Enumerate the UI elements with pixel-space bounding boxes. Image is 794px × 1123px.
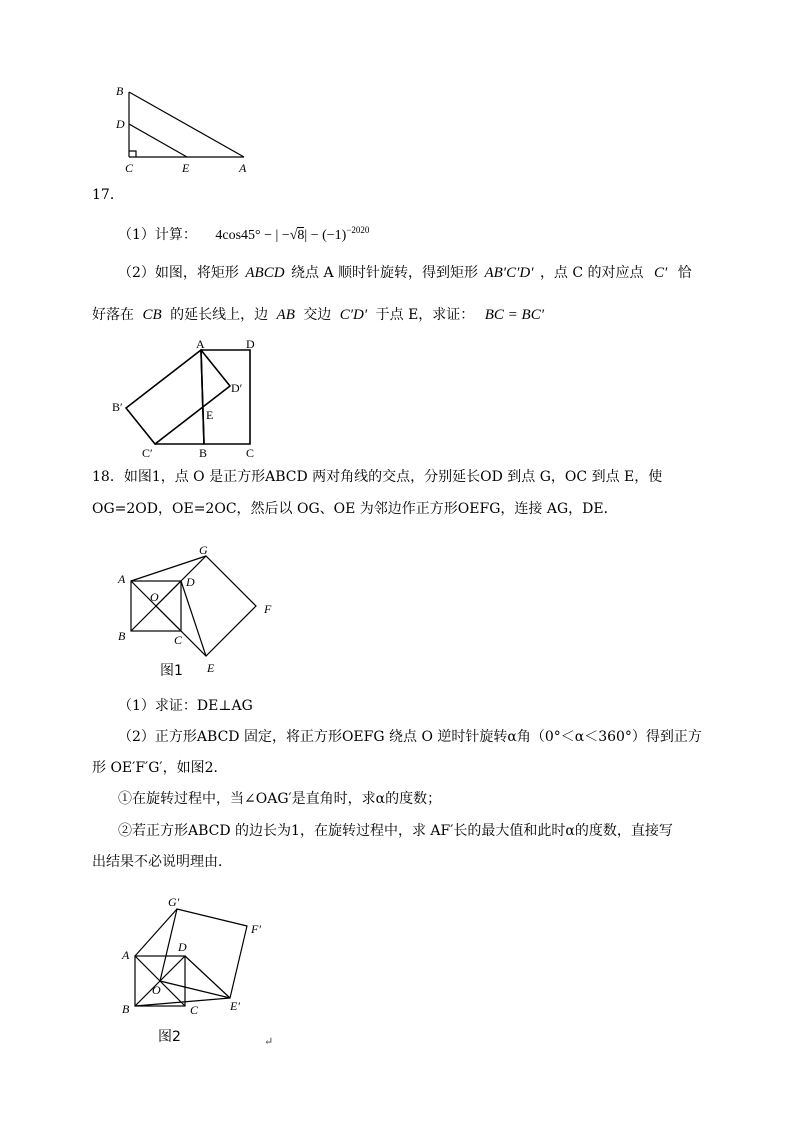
- expr-exponent: −2020: [346, 225, 370, 235]
- right-angle-mark: [129, 151, 136, 157]
- text: 于点 E，求证：: [375, 307, 475, 323]
- q17-part1: [118, 221, 369, 245]
- label-A: A: [239, 161, 247, 175]
- text: 绕点 A 顺时针旋转，得到矩形: [291, 265, 479, 281]
- q18-line1: 18．如图1，点 O 是正方形ABCD 两对角线的交点，分别延长OD 到点 G，OC 到点 E，使: [92, 469, 663, 485]
- text: 的延长线上，边: [170, 307, 269, 323]
- expr-mid: | − (−1): [304, 228, 347, 243]
- question-17-number: 17．: [92, 187, 124, 203]
- point-Cprime: C′: [654, 265, 668, 281]
- label-D: D: [246, 337, 255, 351]
- q18-line2: OG=2OD，OE=2OC，然后以 OG、OE 为邻边作正方形OEFG，连接 AG，DE．: [92, 501, 618, 517]
- return-mark: ↵: [264, 1035, 274, 1048]
- label-F: F: [264, 602, 272, 616]
- rectangle-ABpCpDp: [126, 350, 230, 444]
- label-C: C: [190, 1003, 199, 1017]
- figure-2: [114, 893, 284, 1023]
- label-B: B: [118, 629, 126, 643]
- text: 恰: [677, 265, 692, 281]
- text: ，点 C 的对应点: [539, 265, 644, 281]
- q17-part2-line2: [92, 306, 544, 324]
- label-B: B: [199, 446, 208, 460]
- sqrt-sign: √: [289, 228, 298, 243]
- square-OEFG: [156, 556, 256, 656]
- rectangle-ABCD: [201, 350, 250, 444]
- label-E: E: [206, 408, 214, 422]
- q18-part2-i: ①在旋转过程中，当∠OAG′是直角时，求α的度数；: [118, 791, 442, 807]
- segment-DE: [181, 581, 206, 656]
- label-C: C: [246, 446, 255, 460]
- label-Fprime: F′: [251, 922, 261, 936]
- rect-ABpCpDp: AB′C′D′: [484, 265, 534, 281]
- figure-1-svg: [114, 543, 284, 683]
- rotation-figure: [108, 333, 278, 461]
- figure-1: [114, 543, 284, 683]
- q18-part2-ii-line1: ②若正方形ABCD 的边长为1，在旋转过程中，求 AF′长的最大值和此时α的度数，直接写: [118, 823, 673, 839]
- label-D: D: [186, 575, 195, 589]
- label-A: A: [122, 948, 130, 962]
- equation: BC = BC′: [484, 307, 544, 323]
- seg-CB: CB: [142, 307, 162, 323]
- segment-AB: [201, 350, 204, 444]
- q17-expression: [215, 225, 370, 243]
- seg-CpDp: C′D′: [339, 307, 368, 323]
- seg-AB: AB: [276, 307, 295, 323]
- q18-part1: （1）求证：DE⊥AG: [118, 698, 253, 714]
- label-E: E: [182, 161, 190, 175]
- triangle-figure: [110, 82, 260, 177]
- label-Cprime: C′: [142, 446, 153, 460]
- q18-part2-line2: 形 OE′F′G′，如图2．: [92, 760, 228, 776]
- label-Dprime: D′: [231, 381, 243, 395]
- rect-ABCD: ABCD: [245, 265, 285, 281]
- text: 好落在: [92, 307, 134, 323]
- triangle-svg: [110, 82, 260, 177]
- label-C: C: [125, 161, 134, 175]
- q18-part2-ii-line2: 出结果不必说明理由．: [92, 854, 232, 870]
- square-OEpFpGp: [160, 909, 247, 998]
- segment-DEp: [185, 956, 230, 998]
- label-B: B: [122, 1002, 130, 1016]
- expr-prefix: 4cos45° − | −: [215, 228, 290, 243]
- rotation-svg: [108, 333, 278, 461]
- text: （2）如图，将矩形: [118, 265, 239, 281]
- label-C: C: [174, 633, 183, 647]
- label-A: A: [196, 337, 205, 351]
- segment-BA: [129, 92, 244, 157]
- label-B: B: [116, 84, 124, 98]
- label-O: O: [152, 983, 161, 997]
- label-D: D: [178, 940, 187, 954]
- segment-AGp: [135, 909, 177, 956]
- q17-part2-line1: [118, 264, 692, 282]
- label-Bprime: B′: [112, 400, 123, 414]
- label-E: E: [207, 661, 215, 675]
- label-G: G: [199, 543, 208, 557]
- label-A: A: [118, 572, 126, 586]
- label-O: O: [150, 590, 159, 604]
- q18-part2-line1: （2）正方形ABCD 固定，将正方形OEFG 绕点 O 逆时针旋转α角（0°＜α＜360°）得到正方: [118, 729, 702, 745]
- segment-BEp: [135, 998, 230, 1006]
- segment-AG: [131, 556, 206, 581]
- text: 交边: [303, 307, 332, 323]
- figure-2-svg: [114, 893, 284, 1023]
- q17-part1-label: （1）计算：: [118, 227, 197, 243]
- figure-1-caption: 图1: [160, 663, 183, 679]
- figure-2-caption: 图2: [158, 1029, 181, 1045]
- label-Eprime: E′: [230, 999, 240, 1013]
- label-D: D: [116, 117, 125, 131]
- sqrt-radicand: 8: [297, 228, 305, 243]
- segment-DE: [129, 124, 187, 157]
- label-Gprime: G′: [168, 895, 180, 909]
